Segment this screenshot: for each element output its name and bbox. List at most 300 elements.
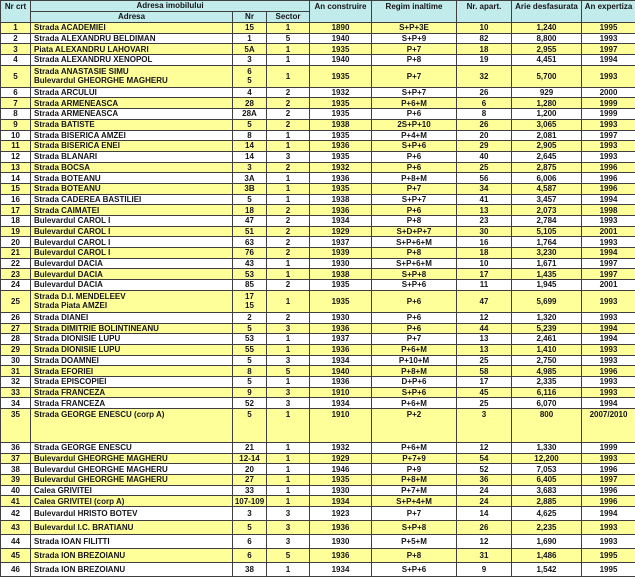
cell-floor-area [512, 258, 582, 269]
cell-address [31, 398, 233, 409]
cell-floor-area-text: 5,700 [536, 71, 557, 81]
cell-height-regime-text: P+7 [406, 334, 422, 344]
header-arie-desfasurata: Arie desfasurata [512, 1, 582, 23]
cell-height-regime [372, 23, 457, 34]
table-row [1, 323, 635, 334]
cell-height-regime [372, 141, 457, 152]
cell-sector-text: 5 [285, 366, 291, 376]
cell-apartments [457, 398, 512, 409]
cell-height-regime [372, 290, 457, 312]
cell-apartments-text: 17 [479, 377, 489, 387]
cell-nr-crt-text: 15 [11, 184, 20, 194]
cell-nr-text: 6 [247, 537, 252, 547]
cell-year-built-text: 1910 [331, 387, 350, 397]
cell-expertise-year [582, 355, 635, 366]
cell-year-built [310, 248, 372, 259]
cell-apartments-text: 34 [479, 184, 489, 194]
cell-expertise-year-text: 1999 [599, 109, 618, 119]
cell-floor-area-text: 1,330 [536, 443, 557, 453]
cell-apartments [457, 162, 512, 173]
cell-apartments [457, 563, 512, 577]
cell-apartments [457, 334, 512, 345]
cell-nr [233, 55, 267, 66]
cell-expertise-year-text: 1999 [599, 443, 618, 453]
cell-sector [267, 464, 310, 475]
cell-year-built-text: 1934 [331, 496, 350, 506]
cell-address [31, 464, 233, 475]
cell-nr [233, 355, 267, 366]
table-row [1, 269, 635, 280]
cell-nr-crt [1, 23, 31, 34]
cell-sector [267, 443, 310, 454]
cell-expertise-year-text: 1997 [599, 44, 618, 54]
cell-floor-area [512, 248, 582, 259]
cell-year-built-text: 1938 [331, 120, 350, 130]
cell-nr [233, 563, 267, 577]
cell-floor-area-text: 12,200 [534, 453, 559, 463]
cell-expertise-year [582, 409, 635, 443]
cell-floor-area-text: 2,905 [536, 141, 557, 151]
cell-height-regime [372, 312, 457, 323]
cell-sector [267, 521, 310, 535]
cell-address-text: Strada BATISTE [34, 120, 95, 130]
header-row-1 [1, 1, 635, 12]
cell-floor-area [512, 323, 582, 334]
cell-floor-area [512, 312, 582, 323]
cell-nr [233, 535, 267, 549]
table-row [1, 130, 635, 141]
cell-floor-area [512, 334, 582, 345]
cell-apartments-text: 26 [479, 523, 489, 533]
cell-address-text: Strada Piata AMZEI [34, 301, 108, 311]
cell-apartments-text: 36 [479, 475, 489, 485]
cell-nr-crt-text: 5 [13, 71, 18, 81]
cell-nr-crt-text: 10 [11, 130, 20, 140]
cell-nr-crt [1, 485, 31, 496]
cell-address [31, 563, 233, 577]
cell-apartments-text: 18 [479, 248, 489, 258]
cell-year-built-text: 1936 [331, 141, 350, 151]
cell-sector [267, 216, 310, 227]
cell-floor-area-text: 4,587 [536, 184, 557, 194]
cell-floor-area-text: 6,116 [536, 387, 557, 397]
table-row [1, 205, 635, 216]
cell-address [31, 87, 233, 98]
cell-address-text: Calea GRIVITEI (corp A) [34, 496, 125, 506]
cell-height-regime-text: S+P+7 [401, 194, 427, 204]
cell-nr-crt-text: 46 [11, 565, 20, 575]
cell-year-built [310, 194, 372, 205]
cell-expertise-year-text: 1993 [599, 537, 618, 547]
cell-floor-area-text: 2,875 [536, 162, 557, 172]
cell-apartments [457, 141, 512, 152]
cell-expertise-year [582, 44, 635, 55]
cell-sector [267, 409, 310, 443]
cell-nr [233, 119, 267, 130]
cell-height-regime-text: P+8 [406, 248, 422, 258]
cell-nr-crt-text: 11 [11, 141, 20, 151]
cell-year-built [310, 409, 372, 443]
cell-nr-crt-text: 2 [13, 33, 18, 43]
cell-sector [267, 507, 310, 521]
cell-nr-text: 47 [245, 216, 254, 226]
cell-nr-text: 21 [245, 443, 254, 453]
cell-expertise-year [582, 183, 635, 194]
cell-year-built-text: 1936 [331, 205, 350, 215]
cell-year-built-text: 1938 [331, 269, 350, 279]
cell-floor-area [512, 535, 582, 549]
cell-nr-crt-text: 45 [11, 551, 20, 561]
cell-nr-crt [1, 151, 31, 162]
cell-address-text: Bulevardul DACIA [34, 259, 103, 268]
cell-sector [267, 312, 310, 323]
cell-year-built [310, 258, 372, 269]
cell-floor-area [512, 398, 582, 409]
cell-apartments [457, 387, 512, 398]
cell-year-built [310, 130, 372, 141]
cell-apartments-text: 47 [479, 296, 489, 306]
cell-address-text: Bulevardul DACIA [34, 280, 103, 290]
cell-nr-text: 5 [247, 377, 252, 387]
cell-expertise-year-text: 1999 [599, 98, 618, 108]
cell-floor-area [512, 194, 582, 205]
cell-height-regime-text: P+7+M [401, 486, 427, 495]
cell-sector [267, 258, 310, 269]
cell-sector [267, 453, 310, 464]
cell-expertise-year [582, 507, 635, 521]
cell-floor-area-text: 8,800 [536, 33, 557, 43]
cell-expertise-year-text: 1993 [599, 237, 618, 247]
cell-nr-crt-text: 23 [11, 269, 20, 279]
cell-expertise-year [582, 130, 635, 141]
table-row [1, 398, 635, 409]
cell-address [31, 226, 233, 237]
cell-sector [267, 226, 310, 237]
cell-apartments [457, 237, 512, 248]
cell-address-text: Strada BOTEANU [34, 184, 101, 194]
cell-expertise-year [582, 475, 635, 486]
cell-height-regime [372, 355, 457, 366]
cell-height-regime-text: S+D+P+7 [396, 226, 432, 236]
cell-apartments [457, 376, 512, 387]
cell-height-regime [372, 464, 457, 475]
cell-address [31, 521, 233, 535]
cell-height-regime [372, 387, 457, 398]
cell-height-regime-text: D+P+6 [401, 377, 427, 387]
cell-nr-crt-text: 19 [11, 226, 20, 236]
cell-sector-text: 2 [285, 109, 291, 119]
table-row [1, 23, 635, 34]
cell-year-built-text: 1940 [331, 55, 350, 65]
cell-year-built [310, 323, 372, 334]
cell-nr [233, 237, 267, 248]
cell-apartments-text: 82 [479, 33, 489, 43]
cell-height-regime [372, 151, 457, 162]
cell-sector [267, 162, 310, 173]
cell-nr-crt [1, 443, 31, 454]
cell-apartments [457, 173, 512, 184]
cell-sector [267, 98, 310, 109]
cell-expertise-year [582, 162, 635, 173]
cell-height-regime [372, 205, 457, 216]
cell-sector-text: 1 [285, 23, 291, 33]
table-row [1, 183, 635, 194]
cell-nr [233, 151, 267, 162]
cell-apartments [457, 226, 512, 237]
cell-height-regime [372, 376, 457, 387]
cell-nr-text: 52 [245, 398, 254, 408]
table-header [1, 1, 635, 23]
cell-address-text: Strada BISERICA ENEI [34, 141, 120, 151]
cell-nr-crt-text: 8 [13, 109, 18, 119]
cell-height-regime-text: P+6 [406, 296, 422, 306]
cell-expertise-year-text: 1994 [599, 248, 618, 258]
cell-address [31, 312, 233, 323]
cell-address-text: Bulevardul DACIA [34, 269, 103, 279]
cell-apartments [457, 312, 512, 323]
cell-address [31, 55, 233, 66]
cell-height-regime-text: P+2 [406, 410, 422, 419]
cell-year-built [310, 496, 372, 507]
cell-nr-crt-text: 24 [11, 280, 20, 290]
cell-address [31, 119, 233, 130]
cell-year-built-text: 1936 [331, 173, 350, 183]
cell-floor-area [512, 464, 582, 475]
cell-address [31, 258, 233, 269]
cell-year-built-text: 1935 [331, 109, 350, 119]
cell-floor-area-text: 4,625 [536, 509, 557, 519]
cell-nr-text: 5 [247, 523, 252, 533]
table-row [1, 485, 635, 496]
cell-expertise-year [582, 344, 635, 355]
cell-expertise-year-text: 1994 [599, 398, 618, 408]
cell-expertise-year [582, 109, 635, 120]
cell-year-built [310, 312, 372, 323]
cell-nr [233, 173, 267, 184]
cell-apartments-text: 45 [479, 387, 489, 397]
cell-sector-text: 5 [285, 33, 291, 43]
header-sector: Sector [267, 12, 310, 23]
cell-expertise-year-text: 1994 [599, 55, 618, 65]
cell-apartments [457, 151, 512, 162]
cell-apartments [457, 496, 512, 507]
cell-apartments-text: 32 [479, 71, 489, 81]
cell-year-built [310, 269, 372, 280]
cell-address-text: Piata ALEXANDRU LAHOVARI [34, 44, 149, 54]
cell-year-built [310, 290, 372, 312]
cell-floor-area [512, 563, 582, 577]
cell-expertise-year [582, 216, 635, 227]
cell-nr-text: 8 [247, 366, 252, 376]
cell-height-regime-text: P+6+M [401, 345, 427, 355]
cell-nr-crt [1, 290, 31, 312]
cell-sector [267, 334, 310, 345]
cell-nr-text: 14 [245, 141, 254, 151]
cell-expertise-year [582, 312, 635, 323]
cell-address-text: Bulevardul CAROL I [34, 226, 111, 236]
cell-floor-area [512, 65, 582, 87]
cell-address-text: Strada IOAN FILITTI [34, 537, 110, 547]
cell-nr [233, 290, 267, 312]
cell-nr-crt-text: 34 [11, 398, 20, 408]
cell-apartments-text: 3 [481, 410, 487, 419]
cell-nr-crt-text: 1 [13, 23, 18, 33]
cell-nr-crt [1, 355, 31, 366]
cell-height-regime [372, 323, 457, 334]
cell-year-built [310, 183, 372, 194]
cell-nr-crt [1, 162, 31, 173]
cell-expertise-year [582, 141, 635, 152]
cell-apartments [457, 130, 512, 141]
cell-sector [267, 280, 310, 291]
cell-height-regime-text: S+P+9 [401, 33, 427, 43]
cell-year-built [310, 344, 372, 355]
cell-nr-text: 17 [245, 292, 254, 302]
cell-address-text: Strada GEORGE ENESCU [34, 443, 132, 453]
cell-year-built [310, 535, 372, 549]
cell-floor-area [512, 453, 582, 464]
cell-sector-text: 1 [285, 334, 291, 344]
cell-apartments-text: 30 [479, 226, 489, 236]
header-nr-crt: Nr crt [1, 1, 31, 23]
cell-nr [233, 205, 267, 216]
cell-nr-text: 3 [247, 509, 252, 519]
cell-height-regime-text: P+9 [406, 464, 422, 474]
cell-nr-crt [1, 496, 31, 507]
cell-expertise-year [582, 98, 635, 109]
cell-year-built-text: 1937 [331, 237, 350, 247]
cell-nr-crt-text: 42 [11, 509, 20, 519]
cell-year-built-text: 1934 [331, 398, 350, 408]
cell-address [31, 237, 233, 248]
cell-expertise-year [582, 258, 635, 269]
cell-floor-area-text: 1,764 [536, 237, 557, 247]
cell-sector [267, 269, 310, 280]
cell-expertise-year [582, 33, 635, 44]
cell-apartments [457, 443, 512, 454]
cell-height-regime [372, 173, 457, 184]
cell-year-built [310, 334, 372, 345]
cell-sector-text: 2 [285, 205, 291, 215]
cell-address-text: Strada FRANCEZA [34, 398, 106, 408]
cell-year-built [310, 549, 372, 563]
cell-height-regime [372, 507, 457, 521]
table-row [1, 44, 635, 55]
cell-year-built [310, 109, 372, 120]
cell-floor-area-text: 5,105 [536, 226, 557, 236]
cell-apartments-text: 10 [479, 23, 489, 33]
cell-floor-area [512, 151, 582, 162]
cell-floor-area-text: 5,699 [536, 296, 557, 306]
table-row [1, 258, 635, 269]
cell-address [31, 44, 233, 55]
cell-year-built-text: 1930 [331, 537, 350, 547]
cell-expertise-year [582, 237, 635, 248]
cell-sector-text: 1 [285, 453, 291, 463]
cell-floor-area [512, 280, 582, 291]
cell-nr-text: 107-109 [234, 496, 265, 506]
cell-floor-area [512, 344, 582, 355]
cell-nr-text: 20 [245, 464, 254, 474]
cell-year-built-text: 1930 [331, 313, 350, 323]
cell-sector-text: 3 [285, 355, 291, 365]
cell-floor-area [512, 485, 582, 496]
cell-sector-text: 3 [285, 323, 291, 333]
cell-sector-text: 3 [285, 152, 291, 162]
cell-year-built [310, 216, 372, 227]
cell-apartments [457, 194, 512, 205]
cell-apartments-text: 25 [479, 162, 489, 172]
cell-year-built-text: 1929 [331, 226, 350, 236]
cell-apartments-text: 12 [479, 443, 489, 453]
header-adresa: Adresa [31, 12, 233, 23]
cell-year-built [310, 485, 372, 496]
cell-expertise-year-text: 1993 [599, 355, 618, 365]
cell-nr [233, 453, 267, 464]
cell-address-text: Strada BOCSA [34, 162, 91, 172]
cell-nr-text: 5 [247, 355, 252, 365]
cell-year-built [310, 226, 372, 237]
table-row [1, 312, 635, 323]
cell-address-text: Bulevardul GHEORGHE MAGHERU [34, 453, 168, 463]
cell-sector-text: 2 [285, 216, 291, 226]
cell-sector-text: 2 [285, 280, 291, 290]
cell-year-built-text: 1946 [331, 464, 350, 474]
cell-nr [233, 475, 267, 486]
cell-address [31, 344, 233, 355]
cell-floor-area-text: 1,542 [536, 565, 557, 575]
cell-expertise-year-text: 1993 [599, 71, 618, 81]
cell-nr-text: 38 [245, 565, 254, 575]
cell-height-regime [372, 453, 457, 464]
cell-address [31, 151, 233, 162]
cell-year-built-text: 1936 [331, 551, 350, 561]
cell-sector [267, 248, 310, 259]
cell-nr-crt [1, 258, 31, 269]
cell-apartments [457, 323, 512, 334]
cell-height-regime-text: P+7 [406, 44, 422, 54]
cell-year-built [310, 205, 372, 216]
cell-height-regime-text: S+P+8 [401, 269, 427, 279]
cell-height-regime [372, 183, 457, 194]
cell-year-built [310, 376, 372, 387]
cell-floor-area [512, 376, 582, 387]
cell-nr-crt-text: 29 [11, 345, 20, 355]
cell-nr [233, 496, 267, 507]
cell-address [31, 355, 233, 366]
cell-address [31, 387, 233, 398]
cell-height-regime [372, 44, 457, 55]
cell-year-built-text: 1930 [331, 486, 350, 495]
cell-address [31, 109, 233, 120]
cell-year-built-text: 1934 [331, 355, 350, 365]
cell-nr-crt-text: 27 [11, 323, 20, 333]
cell-year-built [310, 237, 372, 248]
cell-nr-text: 15 [245, 23, 254, 33]
cell-apartments-text: 54 [479, 453, 489, 463]
cell-year-built [310, 453, 372, 464]
cell-nr-text: 9 [247, 387, 252, 397]
cell-floor-area-text: 2,461 [536, 334, 557, 344]
cell-year-built-text: 1936 [331, 323, 350, 333]
cell-nr [233, 485, 267, 496]
cell-year-built [310, 366, 372, 377]
cell-sector-text: 1 [285, 71, 291, 81]
cell-address-text: Calea GRIVITEI [34, 486, 92, 495]
cell-height-regime [372, 485, 457, 496]
table-row [1, 109, 635, 120]
cell-expertise-year-text: 1994 [599, 334, 618, 344]
